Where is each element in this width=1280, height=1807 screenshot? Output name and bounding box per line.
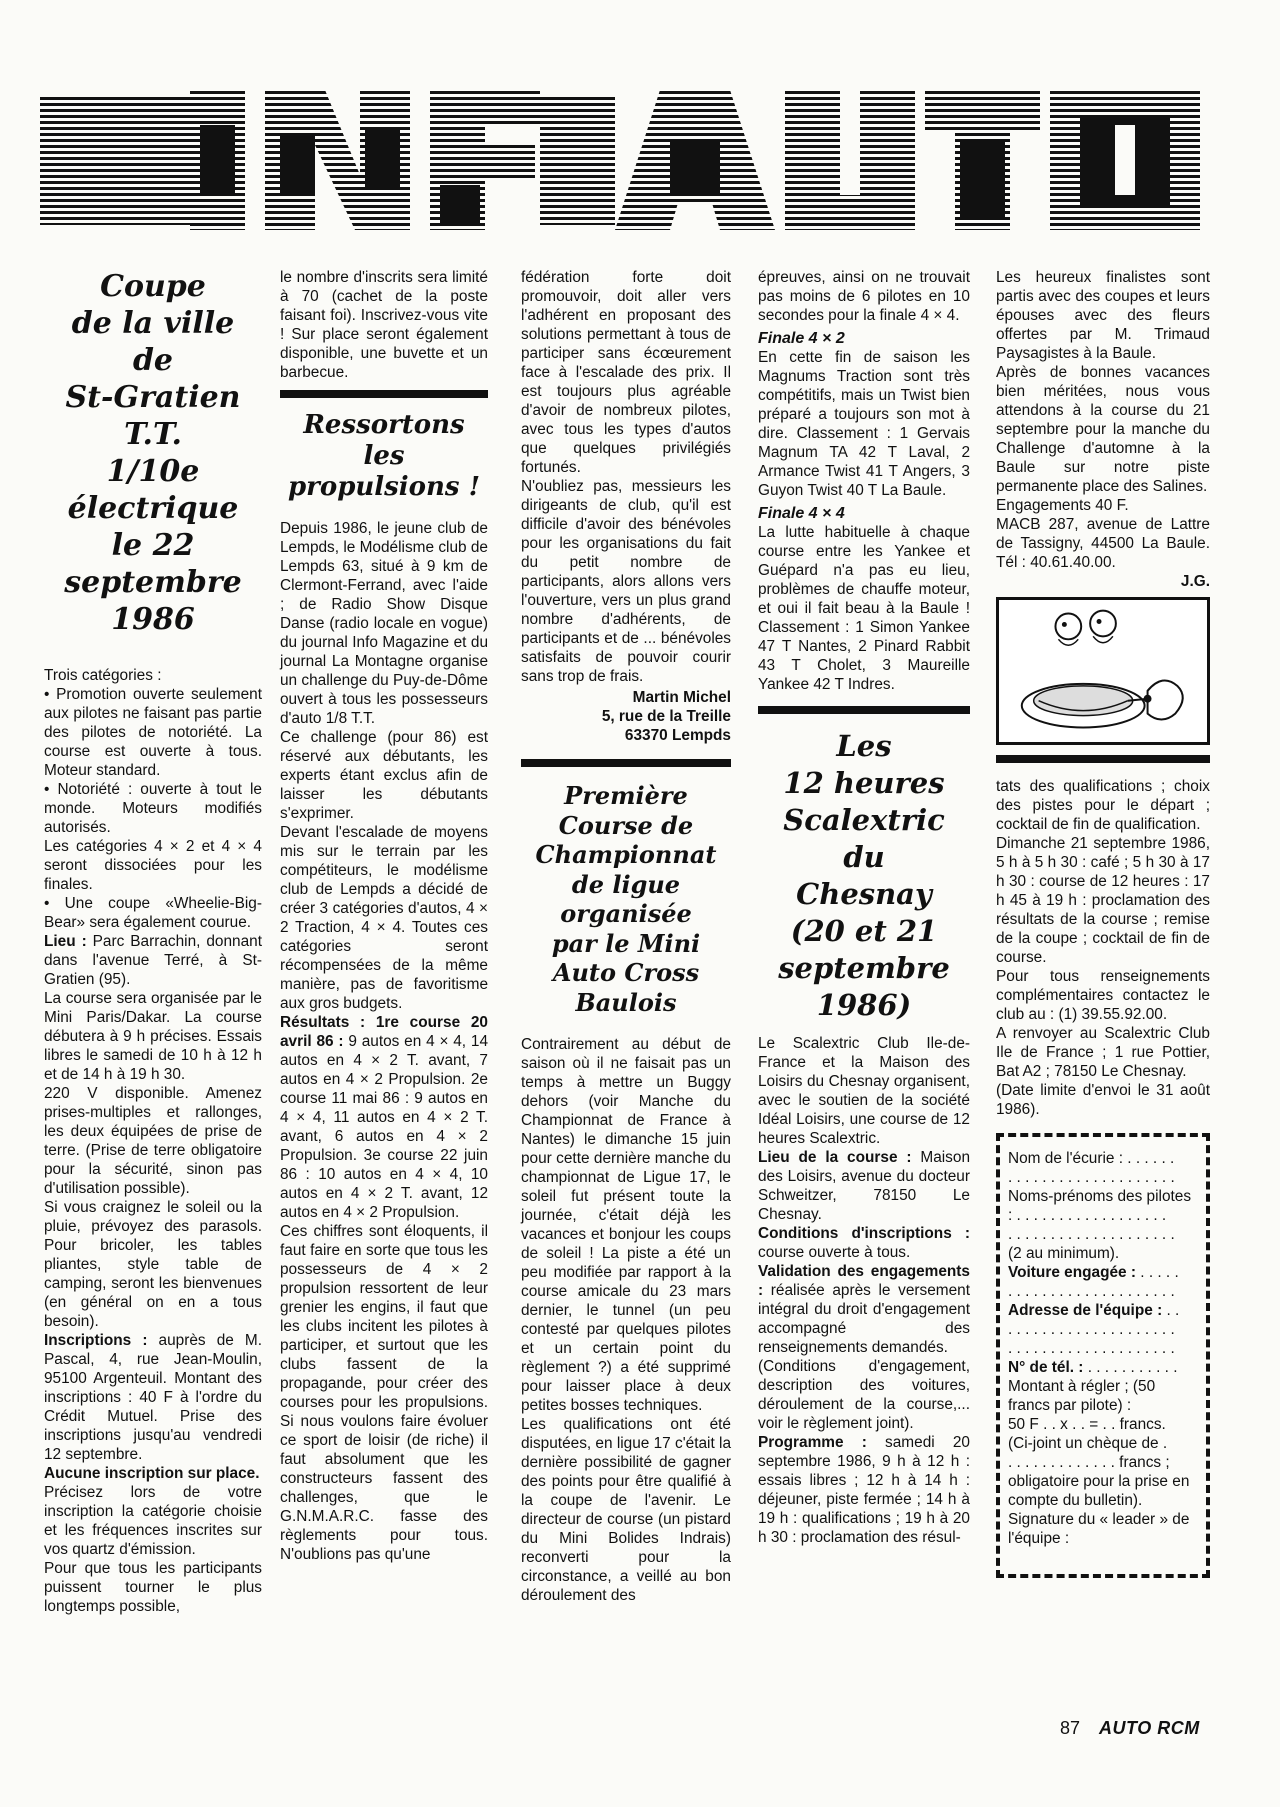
paragraph: [996, 834, 1210, 967]
cartoon-illustration: [996, 597, 1210, 745]
paragraph: [280, 519, 488, 728]
paragraph: [758, 1148, 970, 1224]
paragraph: [996, 1024, 1210, 1081]
paragraph: [521, 1035, 731, 1415]
article-continuation: épreuves, ainsi on ne trouvait pas moins de 6 pilotes en 10 secondes pour la finale 4 × 4.: [758, 269, 970, 324]
signature-line: 63370 Lempds: [624, 727, 731, 744]
paragraph: [996, 363, 1210, 496]
paragraph-text: (2 au minimum).: [1008, 1245, 1120, 1262]
paragraph-label: Résultats : 1re course 20 avril 86 :: [280, 1014, 488, 1050]
paragraph: [1008, 1187, 1198, 1225]
headline-premiere-course: [521, 781, 731, 1017]
paragraph: [44, 932, 262, 989]
paragraph-label: Lieu :: [44, 933, 87, 950]
paragraph-text: . . . . . . . . . . .: [1083, 1359, 1178, 1376]
paragraph-text: 50 F . . x . . = . . francs.: [1008, 1416, 1166, 1433]
paragraph-text: . . . . . . . . . . . . . . . . . . . .: [1008, 1169, 1175, 1186]
paragraph-label: Validation des engagements :: [758, 1263, 970, 1299]
paragraph: [1008, 1225, 1198, 1244]
paragraph-text: Précisez lors de votre inscription la catégorie choisie et les fréquences inscrites sur vos quartz d'émission.: [44, 1484, 262, 1558]
headline-line: Baulois: [575, 987, 677, 1017]
headline-line: les: [363, 441, 405, 471]
headline-line: électrique: [67, 491, 239, 526]
paragraph-text: Engagements 40 F.: [996, 497, 1129, 514]
author-initials: J.G.: [1180, 573, 1210, 590]
paragraph-text: A renvoyer au Scalextric Club Ile de France ; 1 rue Pottier, Bat A2 ; 78150 Le Chesnay.: [996, 1025, 1210, 1080]
paragraph-text: Parc Barrachin, donnant dans l'avenue Terré, à St-Gratien (95).: [44, 933, 262, 988]
paragraph: [996, 268, 1210, 363]
headline-line: Coupe: [100, 269, 206, 304]
subheading-finale-4x2: Finale 4 × 2: [758, 330, 845, 347]
registration-form: [996, 1133, 1210, 1578]
paragraph: [44, 894, 262, 932]
paragraph-text: Ce challenge (pour 86) est réservé aux débutants, les experts étant exclus afin de laisser les débutants s'exprimer.: [280, 729, 488, 822]
paragraph-label: Inscriptions :: [44, 1332, 148, 1349]
section-divider: [758, 706, 970, 714]
headline-line: de: [132, 343, 174, 378]
paragraph-text: Le Scalextric Club Ile-de-France et la Maison des Loisirs du Chesnay organisent, avec le soutien de la société Idéal Loisirs, une course de 12 heures Scalextric.: [758, 1035, 970, 1147]
cartoon-drawing: [999, 600, 1207, 742]
headline-line: Auto Cross: [552, 958, 700, 987]
column-1: [44, 268, 262, 1616]
paragraph: [1008, 1358, 1198, 1377]
paragraph: [1008, 1434, 1198, 1453]
paragraph-text: . . . . . . . . . . . . . . . . . . . .: [1008, 1340, 1175, 1357]
paragraph-text: Si vous craignez le soleil ou la pluie, prévoyez des parasols. Pour bricoler, les tables pliantes, style table de camping, seront les bienvenues (en général on en a tous besoin).: [44, 1199, 262, 1330]
section-divider: [280, 390, 488, 398]
paragraph: [44, 989, 262, 1084]
author-signature: [521, 688, 731, 745]
magazine-brand: AUTO RCM: [1099, 1718, 1200, 1738]
paragraph: [44, 1084, 262, 1198]
paragraph: [521, 1415, 731, 1605]
paragraph: [280, 823, 488, 1013]
paragraph-text: Dimanche 21 septembre 1986, 5 h à 5 h 30 : café ; 5 h 30 à 17 h 30 : course de 12 heures : 17 h 45 à 19 h : proclamation des résultats de la course ; remise de la coupe ; cocktail de fin de course.: [996, 835, 1210, 966]
paragraph: [44, 780, 262, 837]
paragraph-text: Ces chiffres sont éloquents, il faut faire en sorte que tous les possesseurs de 4 × 2 propulsion ressortent de leur grenier les engins, il faut que les clubs incitent les pilotes à participer, et surtout que les clubs fassent de la propagande, pour créer des courses pour les propulsions. Si nous voulons faire évoluer ce sport de loisir (de riche) il faut absolument que les constructeurs fassent des challenges, que le G.N.M.A.R.C. fasse des règlements pour tous. N'oublions pas qu'une: [280, 1223, 488, 1563]
paragraph-text: 9 autos en 4 × 4, 14 autos en 4 × 2 T. avant, 7 autos en 4 × 2 Propulsion. 2e course 11 mai 86 : 9 autos en 4 × 4, 11 autos en 4 × 2 T. avant, 6 autos en 4 × 2 Propulsion. 3e course 22 juin 86 : 10 autos en 4 × 4, 10 autos en 4 × 2 T. avant, 12 autos en 4 × 2 Propulsion.: [280, 1033, 489, 1221]
headline-12-heures: [758, 728, 970, 1024]
paragraph: [1008, 1149, 1198, 1168]
paragraph: [1008, 1282, 1198, 1301]
headline-line: de la ville: [71, 306, 235, 341]
article-body: [996, 268, 1210, 572]
paragraph: [44, 1483, 262, 1559]
paragraph-text: . . . . . . . . . . . . . . . . . . . .: [1008, 1283, 1175, 1300]
headline-line: Première: [564, 781, 688, 810]
article-continuation: le nombre d'inscrits sera limité à 70 (cachet de la poste faisant foi). Inscrivez-vous vite ! Sur place seront également disponible, une buvette et un barbecue.: [280, 269, 488, 381]
paragraph-text: obligatoire pour la prise en compte du bulletin).: [1008, 1473, 1190, 1509]
headline-line: septembre: [778, 951, 950, 985]
paragraph: [758, 1224, 970, 1262]
page-number: 87: [1060, 1718, 1081, 1738]
paragraph: [1008, 1415, 1198, 1434]
paragraph-text: Trois catégories :: [44, 667, 162, 684]
subheading-finale-4x4: Finale 4 × 4: [758, 505, 845, 522]
headline-line: T.T.: [124, 417, 182, 452]
article-continuation: fédération forte doit promouvoir, doit aller vers l'adhérent en proposant des solutions permettant à tous de participer sans écœurement face à l'escalade des prix. Il est toujours plus agréable d'avoir de nombreux pilotes, avec tous les types d'autos que quelques privilégiés fortunés.: [521, 269, 731, 476]
column-4: [758, 268, 970, 1547]
headline-line: Scalextric: [783, 803, 945, 837]
paragraph-label: Voiture engagée :: [1008, 1264, 1136, 1281]
paragraph: [44, 1559, 262, 1616]
article-body: [758, 1034, 970, 1547]
paragraph-text: • Notoriété : ouverte à tout le monde. Moteurs modifiés autorisés.: [44, 781, 262, 836]
paragraph-text: La course sera organisée par le Mini Paris/Dakar. La course débutera à 9 h précises. Essais libres le samedi de 10 h à 12 h et de 14 h à 19 h 30.: [44, 990, 262, 1083]
article-body: [521, 1035, 731, 1605]
paragraph-text: Pour que tous les participants puissent tourner le plus longtemps possible,: [44, 1560, 262, 1615]
paragraph-text: Devant l'escalade de moyens mis sur le terrain par les compétiteurs, le modélisme club de Lempds a décidé de créer 3 catégories d'autos, 4 × 2 Traction, 4 × 4. Toutes ces catégories seront récompensées de la même manière, pas de favoritisme aux gros budgets.: [280, 824, 488, 1012]
paragraph: [996, 1081, 1210, 1119]
paragraph-text: . .: [1162, 1302, 1180, 1319]
column-2: [280, 268, 488, 1564]
paragraph-text: samedi 20 septembre 1986, 9 h à 12 h : essais libres ; 12 h à 14 h : déjeuner, piste fermée ; 14 h à 19 h : qualifications ; 19 h à 20 h 30 : proclamation des résul-: [758, 1434, 970, 1546]
headline-line: 1986): [816, 988, 912, 1022]
paragraph-text: (Date limite d'envoi le 31 août 1986).: [996, 1082, 1210, 1118]
headline-line: 12 heures: [783, 766, 945, 800]
paragraph-text: 220 V disponible. Amenez prises-multiples et rallonges, les deux équipées de prise de terre. (Prise de terre obligatoire pour la sécurité, sinon pas d'utilisation possible).: [44, 1085, 262, 1197]
paragraph: [1008, 1453, 1198, 1472]
headline-coupe-st-gratien: [44, 268, 262, 638]
paragraph: [758, 1262, 970, 1357]
paragraph: [44, 666, 262, 685]
article-body: [280, 519, 488, 1564]
headline-line: de ligue: [571, 869, 681, 899]
paragraph-text: Nom de l'écurie : . . . . . .: [1008, 1150, 1175, 1167]
banner-graphic: [40, 72, 1205, 235]
headline-line: du: [843, 840, 885, 874]
paragraph-text: Après de bonnes vacances bien méritées, nous vous attendons à la course du 21 septembre pour la manche du Challenge d'automne à la Baule sur notre piste permanente place des Salines.: [996, 364, 1210, 495]
paragraph-text: • Une coupe «Wheelie-Big-Bear» sera également courue.: [44, 895, 262, 931]
paragraph: [44, 1464, 262, 1483]
headline-line: septembre: [64, 565, 242, 600]
headline-line: Championnat: [535, 840, 717, 869]
paragraph-text: Contrairement au début de saison où il ne faisait pas un temps à mettre un Buggy dehors (voir Manche du Championnat de France à Nantes) le dimanche 15 juin pour cette dernière manche du championnat de Ligue 17, le soleil fut présent toute la journée, c'était déjà les vacances et bonjour les coups de soleil ! La piste a été un peu modifiée par rapport à la course amicale du 23 mars dernier, le tunnel (un peu contesté par quelques pilotes et un certain point du règlement ?) a été supprimé pour laisser place à deux petites bosses techniques.: [521, 1036, 731, 1414]
headline-line: Ressortons: [303, 410, 465, 440]
headline-line: St-Gratien: [65, 380, 241, 415]
paragraph-text: • Promotion ouverte seulement aux pilotes ne faisant pas partie des pilotes de notoriété. La course est ouverte à tous. Moteur standard.: [44, 686, 262, 779]
paragraph-text: Les heureux finalistes sont partis avec des coupes et leurs épouses avec des fleurs offertes par M. Trimaud Paysagistes à la Baule.: [996, 269, 1210, 362]
paragraph: [996, 967, 1210, 1024]
paragraph: [280, 1222, 488, 1564]
paragraph: [1008, 1377, 1198, 1415]
paragraph-text: (Ci-joint un chèque de .: [1008, 1435, 1168, 1452]
paragraph: [44, 837, 262, 894]
article-continuation: N'oubliez pas, messieurs les dirigeants de club, qu'il est difficile d'avoir des bénévoles pour les organisations du fait du petit nombre de participants, alors allons vers l'ouverture, vers un plus grand nombre d'adhérents, de participants et de ... bénévoles satisfaits de pouvoir courir sans trop de frais.: [521, 478, 731, 685]
headline-line: organisée: [560, 899, 692, 928]
paragraph: [758, 1357, 970, 1433]
paragraph-text: course ouverte à tous.: [758, 1244, 911, 1261]
paragraph: [996, 496, 1210, 515]
paragraph: [280, 728, 488, 823]
paragraph-text: Maison des Loisirs, avenue du docteur Schweitzer, 78150 Le Chesnay.: [758, 1149, 970, 1223]
finale-4x4-text: La lutte habituelle à chaque course entre les Yankee et Guépard n'a pas eu lieu, problèmes de chauffe moteur, et oui il fait beau à la Baule ! Classement : 1 Simon Yankee 47 T Nantes, 2 Pinard Rabbit 43 T Cholet, 3 Maureille Yankee 42 T Indres.: [758, 524, 970, 693]
headline-line: propulsions !: [287, 472, 481, 502]
column-3: [521, 268, 731, 1605]
signature-line: Martin Michel: [632, 689, 731, 706]
paragraph: [1008, 1301, 1198, 1320]
paragraph-text: réalisée après le versement intégral du droit d'engagement accompagné des renseignements demandés.: [758, 1282, 970, 1356]
paragraph: [758, 1034, 970, 1148]
paragraph-text: auprès de M. Pascal, 4, rue Jean-Moulin, 95100 Argenteuil. Montant des inscriptions : 40 F à l'ordre du Crédit Mutuel. Prise des inscriptions jusqu'au vendredi 12 septembre.: [44, 1332, 262, 1463]
paragraph: [44, 685, 262, 780]
paragraph: [1008, 1244, 1198, 1263]
column-5: [996, 268, 1210, 1578]
paragraph-text: MACB 287, avenue de Lattre de Tassigny, 44500 La Baule. Tél : 40.61.40.00.: [996, 516, 1210, 571]
paragraph-label: N° de tél. :: [1008, 1359, 1084, 1376]
paragraph-text: . . . . . . . . . . . . . . . . . . . .: [1008, 1321, 1175, 1338]
paragraph: [280, 1013, 488, 1222]
paragraph: [996, 777, 1210, 834]
paragraph-text: Noms-prénoms des pilotes : . . . . . . . . . . . . . . . . . .: [1008, 1188, 1192, 1224]
paragraph-text: Signature du « leader » de l'équipe :: [1008, 1511, 1190, 1547]
article-continuation: [996, 777, 1210, 1119]
headline-line: Les: [836, 729, 892, 763]
paragraph: [44, 1198, 262, 1331]
paragraph-text: Pour tous renseignements complémentaires contactez le club au : (1) 39.55.92.00.: [996, 968, 1210, 1023]
article-body: [44, 666, 262, 1616]
paragraph-label: Adresse de l'équipe :: [1008, 1302, 1163, 1319]
paragraph: [1008, 1510, 1198, 1548]
page-footer: [1060, 1718, 1200, 1739]
banner-title: [40, 72, 1205, 235]
paragraph-label: Conditions d'inscriptions :: [758, 1225, 970, 1242]
section-divider: [996, 755, 1210, 763]
signature-line: 5, rue de la Treille: [601, 708, 731, 725]
paragraph-text: . . . . .: [1136, 1264, 1179, 1281]
banner-title-text: INF AUTO: [40, 72, 114, 89]
finale-4x2-text: En cette fin de saison les Magnums Traction sont très compétitifs, mais un Twist bien préparé a toujours son mot à dire. Classement : 1 Gervais Magnum TA 42 T Laval, 2 Armance Twist 41 T Angers, 3 Guyon Twist 40 T La Baule.: [758, 349, 970, 499]
headline-line: (20 et 21: [790, 914, 938, 948]
headline-line: Course de: [558, 810, 694, 840]
paragraph: [1008, 1472, 1198, 1510]
paragraph: [44, 1331, 262, 1464]
paragraph: [996, 515, 1210, 572]
paragraph-text: Les qualifications ont été disputées, en ligue 17 c'était la dernière possibilité de gagner des points pour être qualifié à la coupe de l'avenir. Le directeur de course (un pistard du Mini Bolides Indrais) reconverti pour la circonstance, a veillé au bon déroulement des: [521, 1416, 731, 1604]
headline-line: 1986: [111, 602, 195, 637]
paragraph-text: Les catégories 4 × 2 et 4 × 4 seront dissociées pour les finales.: [44, 838, 262, 893]
section-divider: [521, 759, 731, 767]
paragraph-label: Programme :: [758, 1434, 867, 1451]
paragraph: [1008, 1263, 1198, 1282]
headline-line: Chesnay: [796, 877, 932, 911]
headline-line: le 22: [111, 528, 195, 563]
paragraph-label: Aucune inscription sur place.: [44, 1465, 260, 1482]
paragraph-text: . . . . . . . . . . . . . . . . . . . .: [1008, 1226, 1175, 1243]
headline-ressortons: [280, 410, 488, 503]
paragraph-text: tats des qualifications ; choix des pistes pour le départ ; cocktail de fin de qualification.: [996, 778, 1210, 833]
paragraph-label: Lieu de la course :: [758, 1149, 912, 1166]
paragraph-text: (Conditions d'engagement, description des voitures, déroulement de la course,... voir le règlement joint).: [758, 1358, 970, 1432]
paragraph: [1008, 1168, 1198, 1187]
headline-line: par le Mini: [551, 928, 701, 958]
paragraph-text: Montant à régler ; (50 francs par pilote) :: [1008, 1378, 1156, 1414]
headline-line: 1/10e: [106, 454, 200, 489]
paragraph: [758, 1433, 970, 1547]
paragraph: [1008, 1339, 1198, 1358]
paragraph: [1008, 1320, 1198, 1339]
paragraph-text: Depuis 1986, le jeune club de Lempds, le Modélisme club de Lempds 63, situé à 9 km de Clermont-Ferrand, avec l'aide ; de Radio Show Disque Danse (radio locale en vogue) du journal Info Magazine et du journal La Montagne organise un challenge du Puy-de-Dôme ouvert à tous les possesseurs d'auto 1/8 T.T.: [280, 520, 488, 727]
form-fields: [1008, 1149, 1198, 1548]
paragraph-text: . . . . . . . . . . . . . francs ;: [1008, 1454, 1170, 1471]
